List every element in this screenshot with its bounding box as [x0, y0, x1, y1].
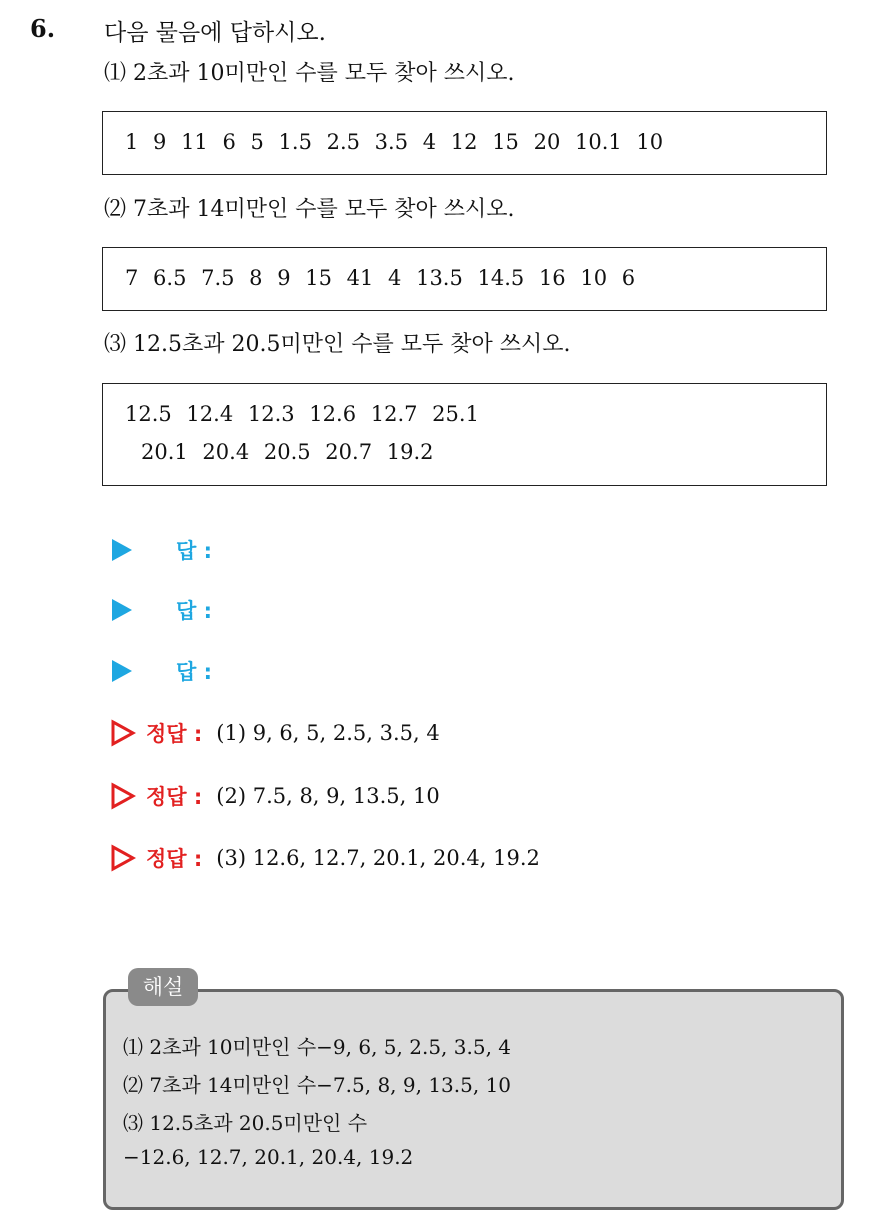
solution-label: 정답 :	[146, 722, 203, 746]
solution-label: 정답 :	[146, 847, 203, 871]
solution-label: 정답 :	[146, 785, 203, 809]
part-2-label: ⑵ 7초과 14미만인 수를 모두 찾아 쓰시오.	[104, 197, 515, 222]
answer-field-3[interactable]	[112, 656, 212, 686]
filled-triangle-right-icon	[112, 599, 132, 621]
part-3-numbers-line-2: 20.1 20.4 20.5 20.7 19.2	[141, 440, 434, 464]
part-3-numbers-line-1: 12.5 12.4 12.3 12.6 12.7 25.1	[125, 402, 479, 426]
part-3-number-box	[102, 383, 827, 486]
explanation-line-1: ⑴ 2초과 10미만인 수−9, 6, 5, 2.5, 3.5, 4	[123, 1035, 512, 1059]
filled-triangle-right-icon	[112, 660, 132, 682]
answer-label: 답 :	[176, 599, 212, 623]
solution-3	[110, 841, 540, 875]
explanation-box	[103, 989, 844, 1210]
solution-value: (1) 9, 6, 5, 2.5, 3.5, 4	[216, 721, 440, 745]
explanation-tab: 해설	[128, 968, 198, 1006]
part-2-number-box	[102, 247, 827, 311]
part-1-label: ⑴ 2초과 10미만인 수를 모두 찾아 쓰시오.	[104, 61, 515, 86]
part-1-number-box	[102, 111, 827, 175]
solution-value: (3) 12.6, 12.7, 20.1, 20.4, 19.2	[216, 846, 540, 870]
answer-label: 답 :	[176, 539, 212, 563]
part-2-numbers: 7 6.5 7.5 8 9 15 41 4 13.5 14.5 16 10 6	[125, 266, 636, 290]
answer-field-2[interactable]	[112, 595, 212, 625]
solution-1	[110, 716, 440, 750]
part-1-numbers: 1 9 11 6 5 1.5 2.5 3.5 4 12 15 20 10.1 10	[125, 130, 664, 154]
question-number: 6.	[30, 14, 56, 43]
solution-value: (2) 7.5, 8, 9, 13.5, 10	[216, 784, 440, 808]
outline-triangle-right-icon	[110, 782, 136, 810]
filled-triangle-right-icon	[112, 539, 132, 561]
answer-field-1[interactable]	[112, 535, 212, 565]
part-3-label: ⑶ 12.5초과 20.5미만인 수를 모두 찾아 쓰시오.	[104, 332, 571, 357]
explanation-line-3: ⑶ 12.5초과 20.5미만인 수	[123, 1111, 368, 1135]
answer-label: 답 :	[176, 660, 212, 684]
explanation-line-2: ⑵ 7초과 14미만인 수−7.5, 8, 9, 13.5, 10	[123, 1073, 512, 1097]
outline-triangle-right-icon	[110, 844, 136, 872]
explanation-line-4: −12.6, 12.7, 20.1, 20.4, 19.2	[123, 1145, 414, 1169]
question-prompt: 다음 물음에 답하시오.	[104, 20, 326, 46]
solution-2	[110, 779, 440, 813]
outline-triangle-right-icon	[110, 719, 136, 747]
